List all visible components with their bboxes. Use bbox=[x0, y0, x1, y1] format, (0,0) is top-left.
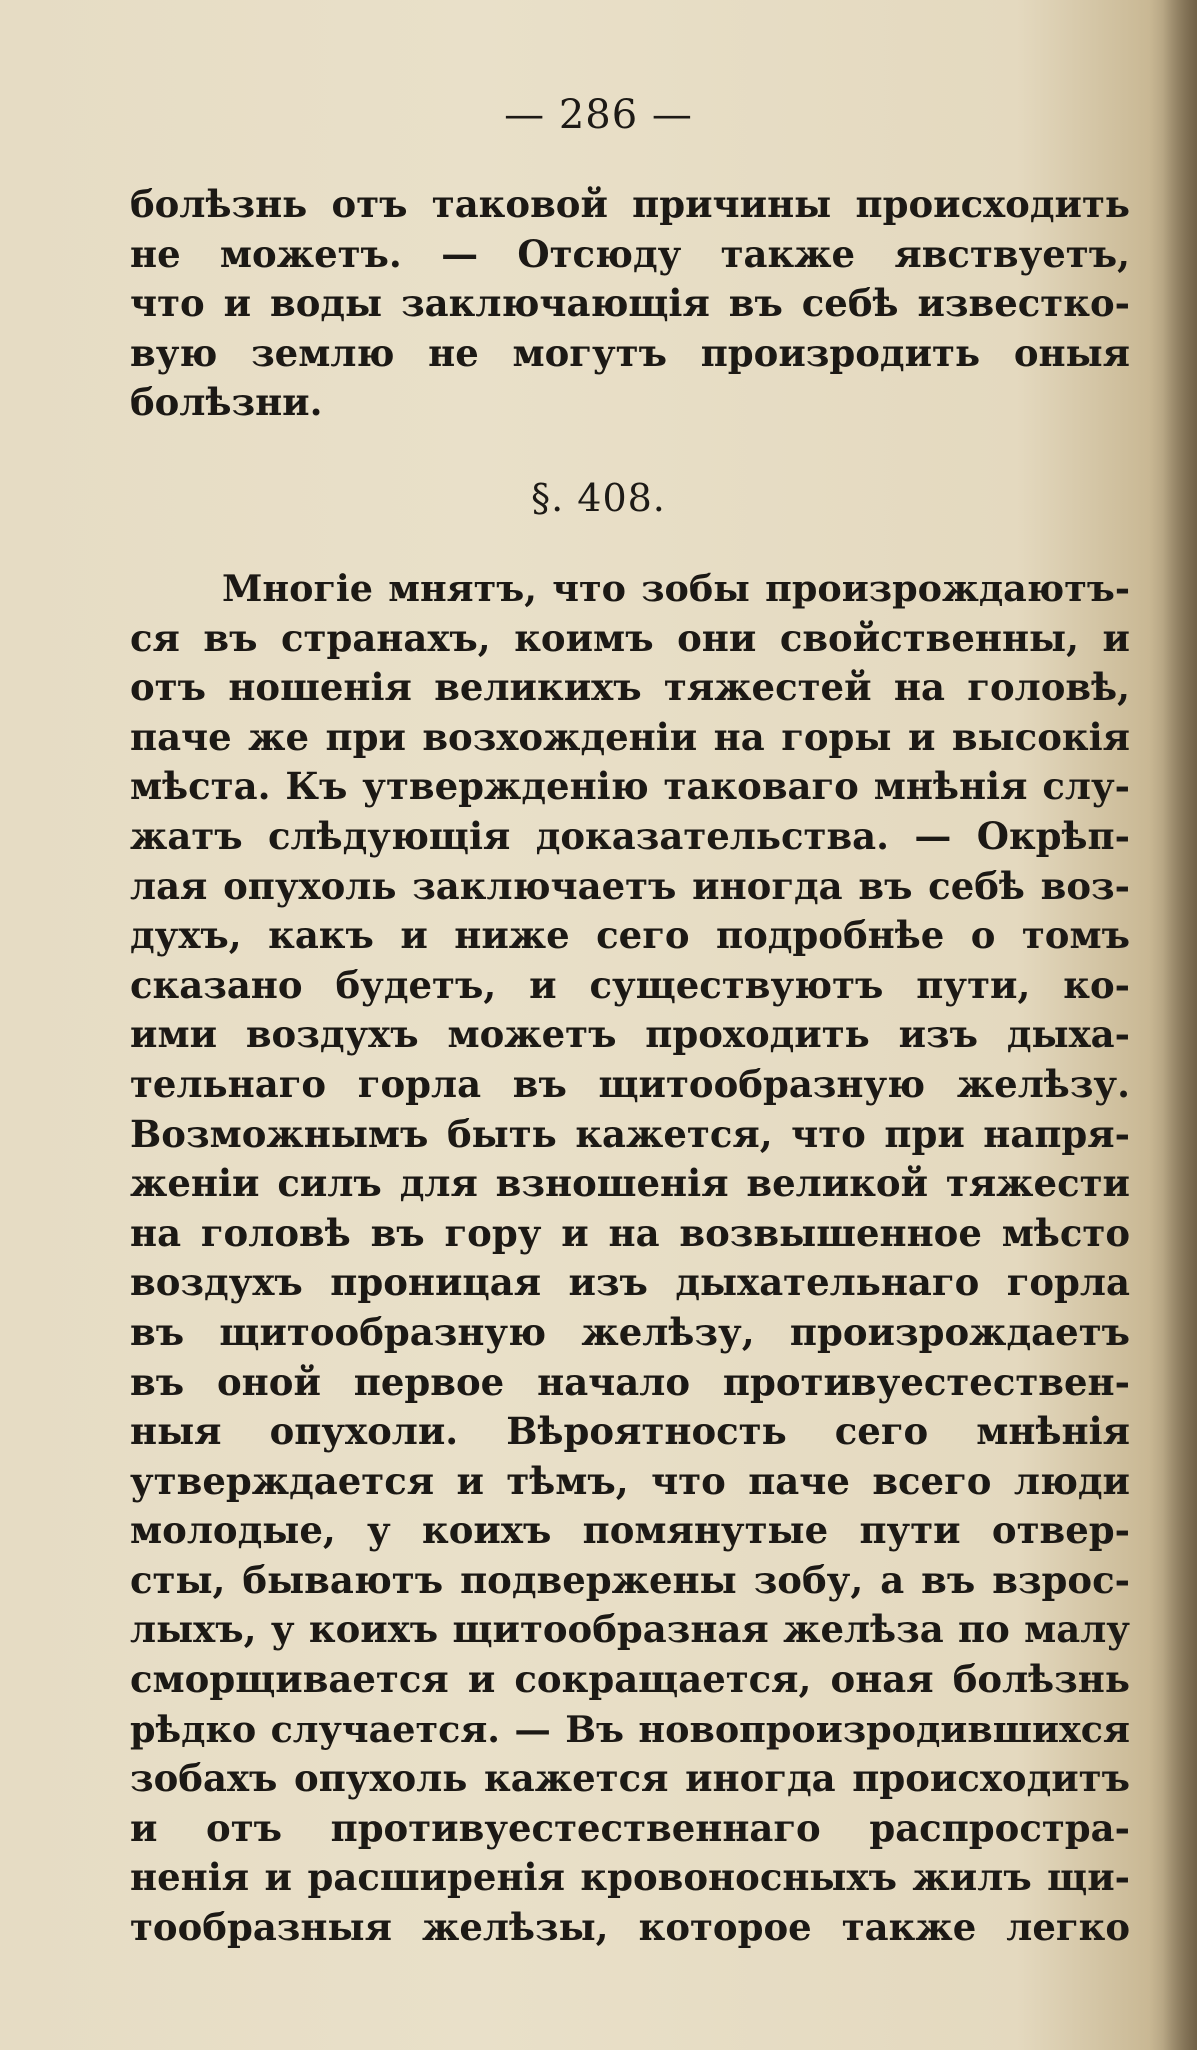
text-line: тельнаго горла въ щитообразную желѣзу. bbox=[130, 1061, 1130, 1106]
text-line: ими воздухъ можетъ проходить изъ дыха- bbox=[130, 1012, 1130, 1057]
text-line: сморщивается и сокращается, оная болѣзнь bbox=[130, 1657, 1130, 1702]
text-line: на головѣ въ гору и на возвышенное мѣсто bbox=[130, 1210, 1130, 1255]
text-line: не можетъ. — Отсюду также явствуетъ, bbox=[130, 231, 1130, 276]
text-line: болѣзни. bbox=[130, 380, 323, 425]
text-line: сты, бываютъ подвержены зобу, а въ взрос- bbox=[130, 1557, 1130, 1602]
text-line: ненія и расширенія кровоносныхъ жилъ щи- bbox=[130, 1855, 1130, 1900]
text-line: сказано будетъ, и существуютъ пути, ко- bbox=[130, 962, 1130, 1007]
section-heading: §. 408. bbox=[531, 476, 666, 520]
text-line: паче же при возхожденіи на горы и высокія bbox=[130, 714, 1130, 759]
text-line: духъ, какъ и ниже сего подробнѣе о томъ bbox=[130, 913, 1130, 958]
page-edge-shadow bbox=[1163, 0, 1197, 2050]
text-line: и отъ противуестественнаго распростра- bbox=[130, 1805, 1130, 1850]
text-line: ся въ странахъ, коимъ они свойственны, и bbox=[130, 615, 1130, 660]
text-line: вую землю не могутъ произродить оныя bbox=[130, 330, 1130, 375]
text-line: рѣдко случается. — Въ новопроизродившихся bbox=[130, 1707, 1130, 1751]
text-line: въ щитообразную желѣзу, произрождаетъ bbox=[130, 1309, 1130, 1354]
text-line: ныя опухоли. Вѣроятность сего мнѣнія bbox=[130, 1409, 1130, 1454]
page-number: — 286 — bbox=[504, 92, 693, 138]
text-line: лыхъ, у коихъ щитообразная желѣза по малу bbox=[130, 1607, 1130, 1652]
text-line: воздухъ проницая изъ дыхательнаго горла bbox=[130, 1260, 1130, 1305]
text-line: лая опухоль заключаетъ иногда въ себѣ воз- bbox=[130, 863, 1130, 908]
text-line: молодые, у коихъ помянутые пути отвер- bbox=[130, 1508, 1130, 1553]
text-line: отъ ношенія великихъ тяжестей на головѣ, bbox=[130, 665, 1130, 710]
text-line: Возможнымъ быть кажется, что при напря- bbox=[130, 1111, 1130, 1156]
text-line: тообразныя желѣзы, которое также легко bbox=[130, 1905, 1130, 1950]
text-line: женіи силъ для взношенія великой тяжести bbox=[130, 1161, 1130, 1206]
text-line: зобахъ опухоль кажется иногда происходитъ bbox=[130, 1756, 1130, 1801]
text-line: въ оной первое начало противуестествен- bbox=[130, 1359, 1130, 1404]
continuation-paragraph bbox=[130, 180, 1130, 428]
text-line: мѣста. Къ утвержденію таковаго мнѣнія слу- bbox=[130, 764, 1130, 809]
section-paragraph bbox=[130, 564, 1130, 1953]
text-line: что и воды заключающія въ себѣ известко- bbox=[130, 281, 1130, 326]
text-line: жатъ слѣдующія доказательства. — Окрѣп- bbox=[130, 813, 1130, 858]
text-line: утверждается и тѣмъ, что паче всего люди bbox=[130, 1458, 1130, 1503]
text-line: болѣзнь отъ таковой причины происходить bbox=[130, 182, 1130, 226]
text-line: Многіе мнятъ, что зобы произрождаютъ- bbox=[222, 567, 1130, 610]
